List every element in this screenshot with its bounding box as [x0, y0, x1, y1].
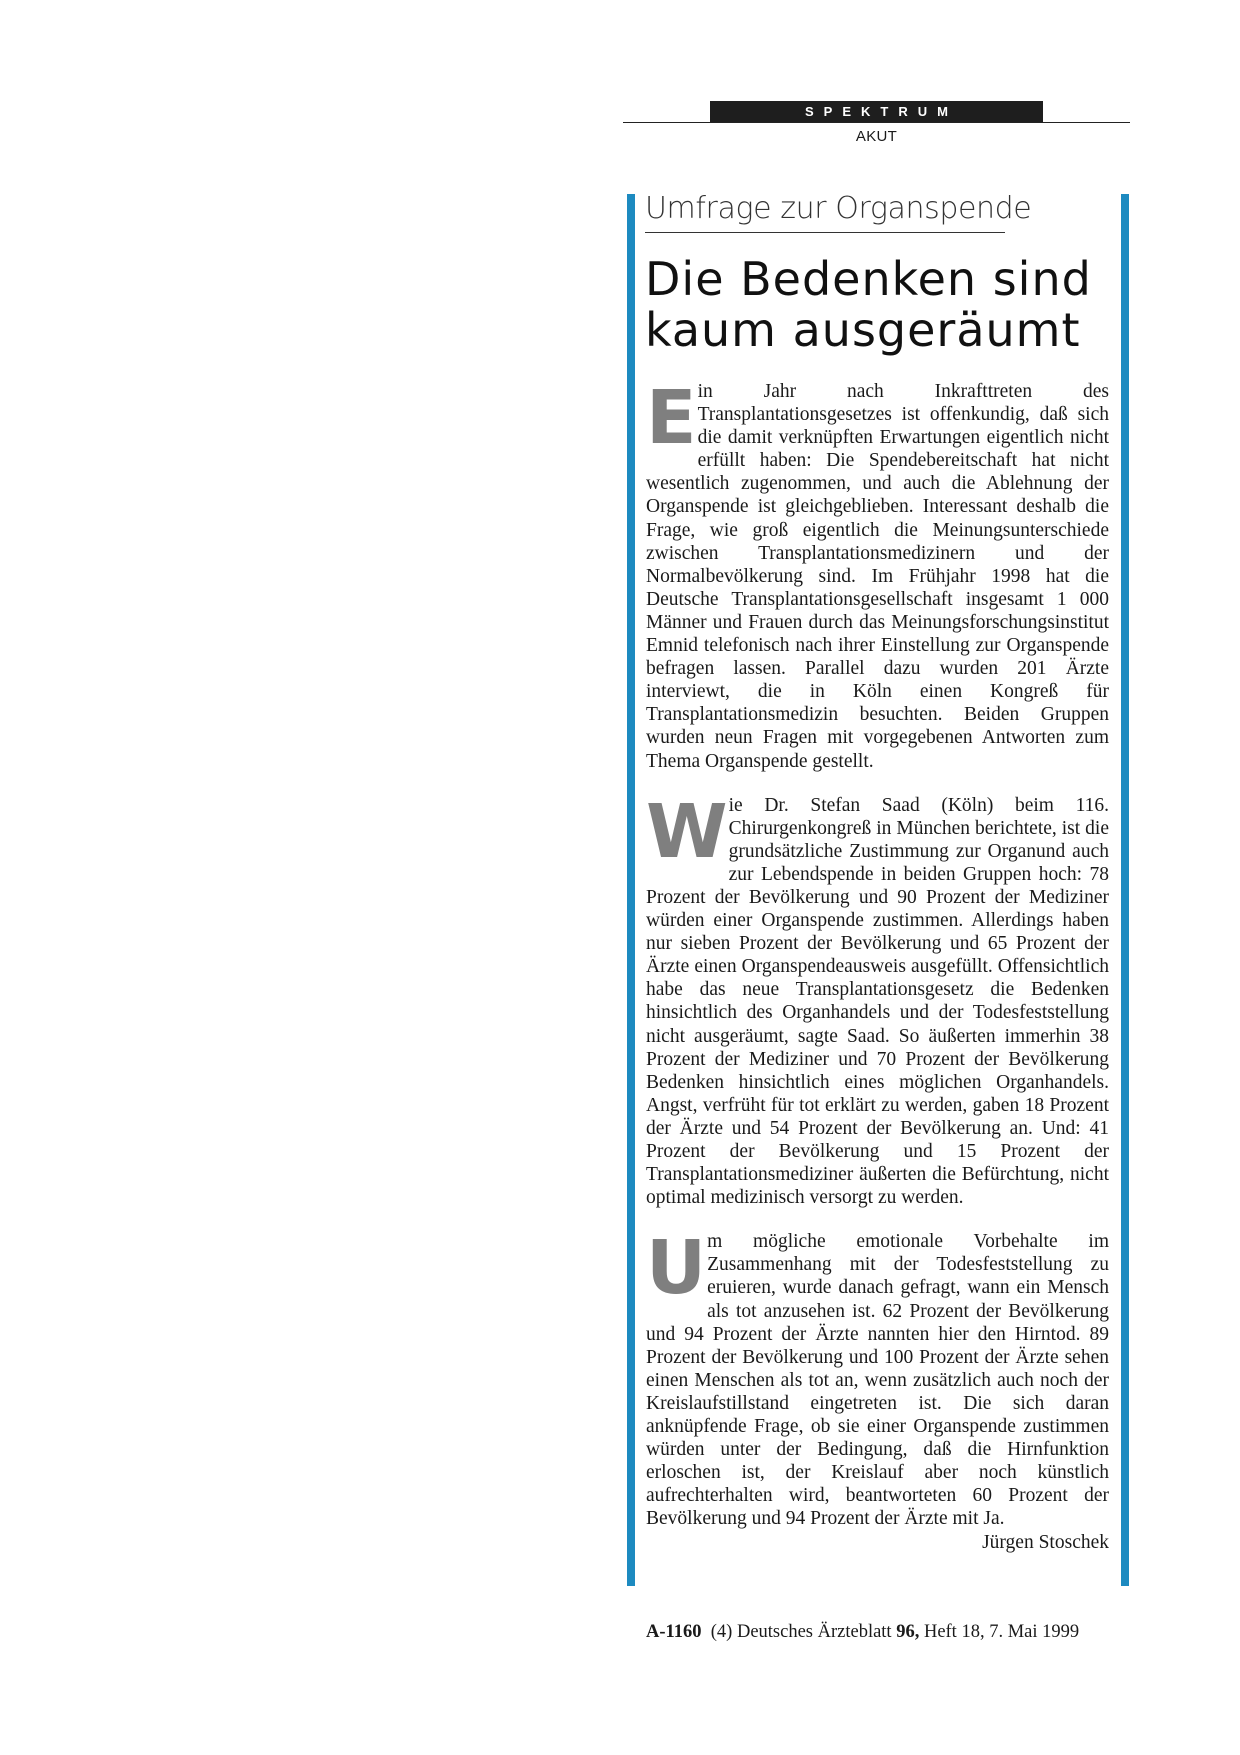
headline-line-2: kaum ausgeräumt [645, 303, 1081, 357]
drop-cap: U [646, 1225, 705, 1312]
paragraph-text: in Jahr nach Inkrafttreten des Transplantationsgesetzes ist offenkundig, daß sich die damit verknüpften Erwartungen eigentlich nicht erfüllt haben: Die Spendebereitschaft hat nicht wesentlich zugenommen, und auch die Ablehnung der Organspende ist gleichgeblieben. Interessant deshalb die Frage, wie groß eigentlich die Meinungsunterschiede zwischen Transplantationsmedizinern und der Normalbevölkerung sind. Im Frühjahr 1998 hat die Deutsche Transplantationsgesellschaft insgesamt 1 000 Männer und Frauen durch das Meinungsforschungsinstitut Emnid telefonisch nach ihrer Einstellung zur Organspende befragen lassen. Parallel dazu wurden 201 Ärzte interviewt, die in Köln einen Kongreß für Transplantationsmedizin besuchten. Beiden Gruppen wurden neun Fragen mit vorgegebenen Antworten zum Thema Organspende gestellt. [646, 381, 1109, 772]
drop-cap: W [646, 788, 726, 875]
article-paragraph [646, 788, 1109, 1210]
issue-date: Heft 18, 7. Mai 1999 [923, 1622, 1080, 1642]
article-body [646, 375, 1109, 1554]
page-number: A-1160 [646, 1622, 702, 1642]
page-footer [646, 1622, 1124, 1643]
paragraph-text: ie Dr. Stefan Saad (Köln) beim 116. Chirurgenkongreß in München berichtete, ist die grundsätzliche Zustimmung zur Organund auch zur Lebendspende in beiden Gruppen hoch: 78 Prozent der Bevölkerung und 90 Prozent der Mediziner würden einer Organspende zustimmen. Allerdings haben nur sieben Prozent der Bevölkerung und 65 Prozent der Ärzte einen Organspendeausweis ausgefüllt. Offensichtlich habe das neue Transplantationsgesetz die Bedenken hinsichtlich des Organhandels und der Todesfeststellung nicht ausgeräumt, sagte Saad. So äußerten immerhin 38 Prozent der Mediziner und 70 Prozent der Bevölkerung Bedenken hinsichtlich eines möglichen Organhandels. Angst, verfrüht für tot erklärt zu werden, gaben 18 Prozent der Ärzte und 54 Prozent der Bevölkerung an. Und: 41 Prozent der Bevölkerung und 15 Prozent der Transplantationsmediziner äußerten die Befürchtung, nicht optimal medizinisch versorgt zu werden. [646, 794, 1109, 1209]
article-kicker: Umfrage zur Organspende [645, 190, 1005, 233]
paragraph-text: m mögliche emotionale Vorbehalte im Zusammenhang mit der Todesfeststellung zu eruieren, wurde danach gefragt, wann ein Mensch als tot anzusehen ist. 62 Prozent der Bevölkerung und 94 Prozent der Ärzte nannten hier den Hirntod. 89 Prozent der Bevölkerung und 100 Prozent der Ärzte sehen einen Menschen als tot an, wenn zusätzlich auch noch der Kreislaufstillstand eingetreten ist. Die sich daran anknüpfende Frage, ob sie einer Organspende zustimmen würden unter der Bedingung, daß die Hirnfunktion erloschen ist, der Kreislauf aber noch künstlich aufrechterhalten wird, beantworteten 60 Prozent der Bevölkerung und 94 Prozent der Ärzte mit Ja. [646, 1231, 1109, 1530]
masthead-rule [623, 122, 1130, 123]
author-signature: Jürgen Stoschek [982, 1531, 1109, 1553]
journal-volume: 96, [896, 1622, 920, 1642]
accent-bar-right [1121, 194, 1129, 1586]
subsection-label: AKUT [855, 128, 898, 145]
headline-line-1: Die Bedenken sind [645, 252, 1092, 306]
issue-page: (4) [710, 1622, 733, 1642]
drop-cap: E [646, 375, 695, 461]
article-paragraph [646, 375, 1109, 773]
journal-name: Deutsches Ärzteblatt [736, 1622, 892, 1642]
section-masthead [623, 101, 1130, 149]
accent-bar-left [627, 194, 635, 1586]
article-paragraph [646, 1225, 1109, 1553]
article-headline [645, 254, 1115, 356]
section-label: SPEKTRUM [710, 101, 1043, 122]
